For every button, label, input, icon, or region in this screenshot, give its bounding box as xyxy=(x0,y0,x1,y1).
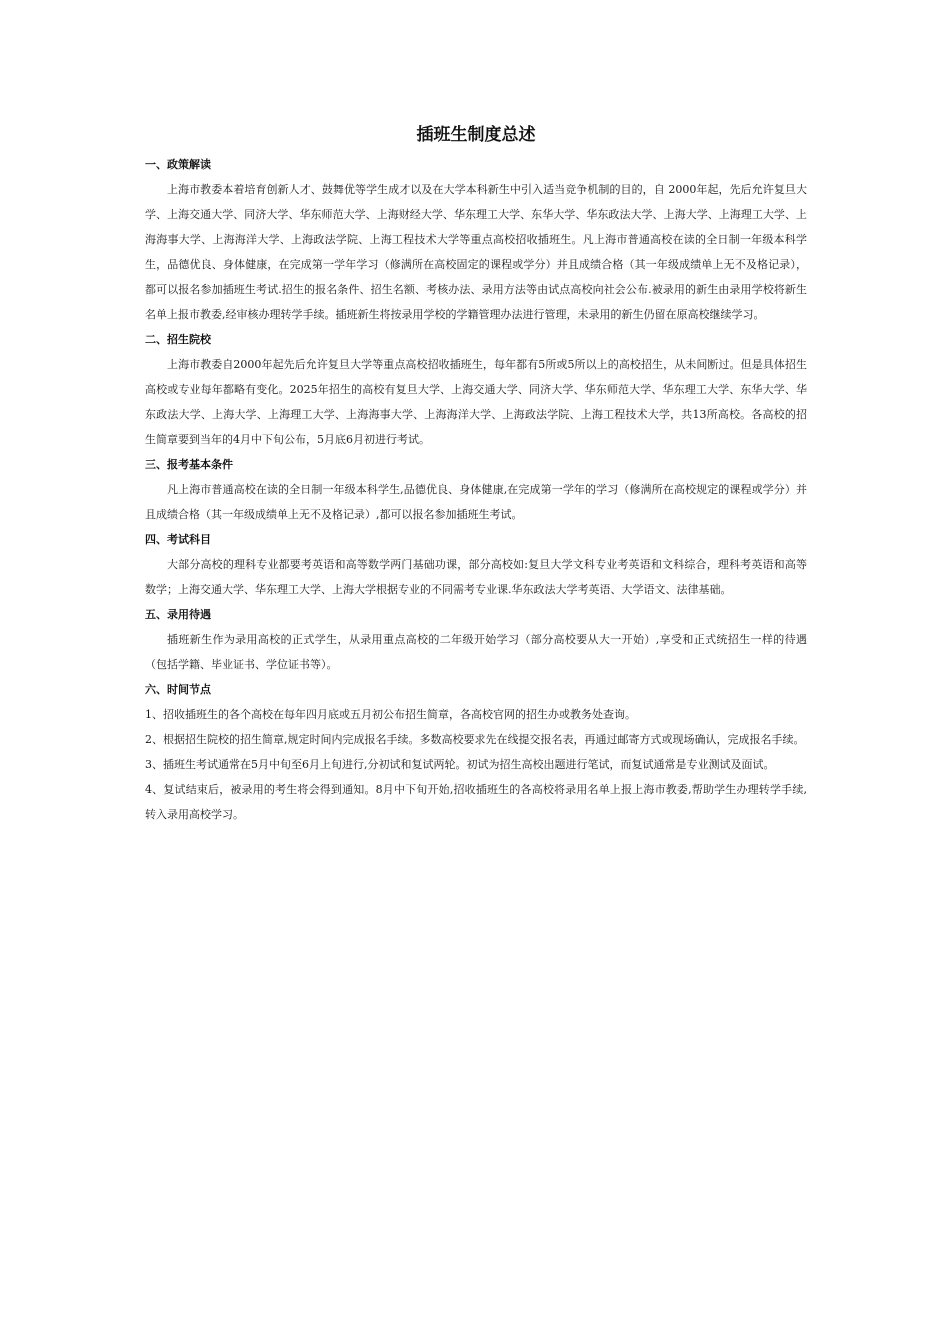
section-policy xyxy=(145,152,807,327)
section-heading: 二、招生院校 xyxy=(145,333,211,346)
section-paragraph: 大部分高校的理科专业都要考英语和高等数学两门基础功课，部分高校如:复旦大学文科专业考英语和文科综合，理科考英语和高等数学；上海交通大学、华东理工大学、上海大学根据专业的不同需考专业课.华东政法大学考英语、大学语文、法律基础。 xyxy=(145,558,807,596)
section-schools xyxy=(145,327,807,452)
section-heading: 五、录用待遇 xyxy=(145,608,211,621)
section-heading: 四、考试科目 xyxy=(145,533,211,546)
section-benefits xyxy=(145,602,807,677)
section-timeline xyxy=(145,677,807,827)
section-paragraph: 插班新生作为录用高校的正式学生，从录用重点高校的二年级开始学习（部分高校要从大一开始）,享受和正式统招生一样的待遇（包括学籍、毕业证书、学位证书等）。 xyxy=(145,633,807,671)
timeline-item: 3、插班生考试通常在5月中旬至6月上旬进行,分初试和复试两轮。初试为招生高校出题进行笔试，而复试通常是专业测试及面试。 xyxy=(145,758,775,771)
section-subjects xyxy=(145,527,807,602)
section-heading: 一、政策解读 xyxy=(145,158,211,171)
section-paragraph: 上海市教委本着培育创新人才、鼓舞优等学生成才以及在大学本科新生中引入适当竞争机制的目的，自 2000年起，先后允许复旦大学、上海交通大学、同济大学、华东师范大学、上海财经大学、华东理工大学、东华大学、华东政法大学、上海大学、上海理工大学、上海海事大学、上海海洋大学、上海政法学院、上海工程技术大学等重点高校招收插班生。凡上海市普通高校在读的全日制一年级本科学生，品德优良、身体健康，在完成第一学年学习（修满所在高校固定的课程或学分）并且成绩合格（其一年级成绩单上无不及格记录），都可以报名参加插班生考试.招生的报名条件、招生名额、考核办法、录用方法等由试点高校向社会公布.被录用的新生由录用学校将新生名单上报市教委,经审核办理转学手续。插班新生将按录用学校的学籍管理办法进行管理，未录用的新生仍留在原高校继续学习。 xyxy=(145,183,807,321)
section-paragraph: 上海市教委自2000年起先后允许复旦大学等重点高校招收插班生，每年都有5所或5所以上的高校招生，从未间断过。但是具体招生高校或专业每年都略有变化。2025年招生的高校有复旦大学、上海交通大学、同济大学、华东师范大学、华东理工大学、东华大学、华东政法大学、上海大学、上海理工大学、上海海事大学、上海海洋大学、上海政法学院、上海工程技术大学，共13所高校。各高校的招生简章要到当年的4月中下旬公布，5月底6月初进行考试。 xyxy=(145,358,807,446)
section-heading: 三、报考基本条件 xyxy=(145,458,233,471)
timeline-item: 4、复试结束后，被录用的考生将会得到通知。8月中下旬开始,招收插班生的各高校将录用名单上报上海市教委,帮助学生办理转学手续,转入录用高校学习。 xyxy=(145,783,807,821)
document-title: 插班生制度总述 xyxy=(416,125,536,145)
section-requirements xyxy=(145,452,807,527)
timeline-item: 1、招收插班生的各个高校在每年四月底或五月初公布招生简章，各高校官网的招生办或教务处查询。 xyxy=(145,708,636,721)
document-page xyxy=(145,118,807,827)
timeline-item: 2、根据招生院校的招生简章,规定时间内完成报名手续。多数高校要求先在线提交报名表，再通过邮寄方式或现场确认，完成报名手续。 xyxy=(145,733,805,746)
section-paragraph: 凡上海市普通高校在读的全日制一年级本科学生,品德优良、身体健康,在完成第一学年的学习（修满所在高校规定的课程或学分）并且成绩合格（其一年级成绩单上无不及格记录）,都可以报名参加插班生考试。 xyxy=(145,483,807,521)
section-heading: 六、时间节点 xyxy=(145,683,211,696)
